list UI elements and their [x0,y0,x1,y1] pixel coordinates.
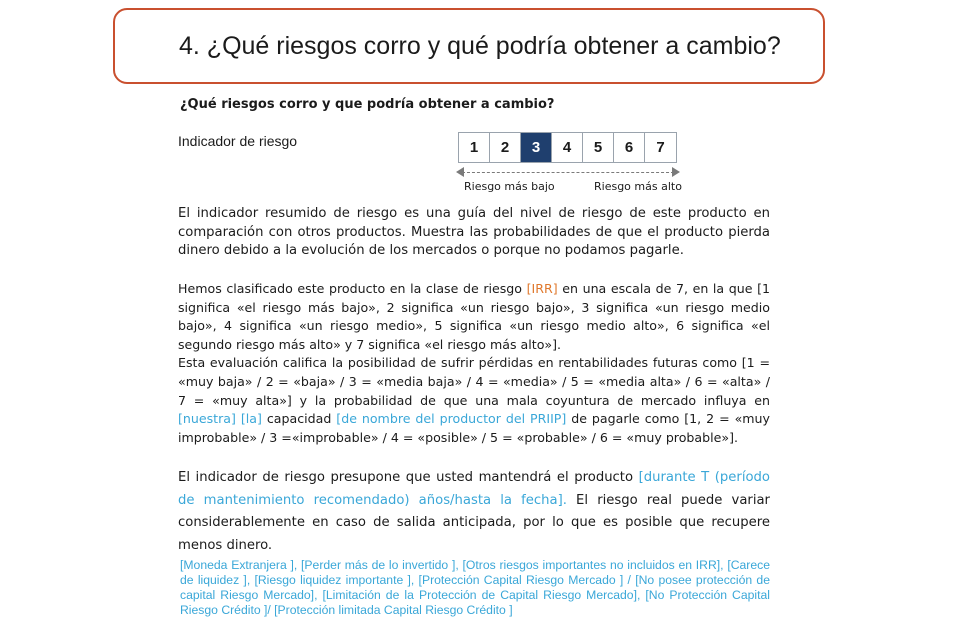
durante-placeholder: [durante T (período de mantenimiento recomendado) años/hasta la fecha]. [178,470,770,508]
paragraph-summary: El indicador resumido de riesgo es una guía del nivel de riesgo de este producto en comparación con otros productos. Muestra las probabilidades de que el producto pierda dinero debido a la evolución de los mercados o porque no podamos pagarle. [178,206,770,259]
risk-level-6: 6 [614,133,645,162]
risk-level-4: 4 [552,133,583,162]
evaluation-text-c: Esta evaluación califica la posibilidad de sufrir pérdidas en rentabilidades futuras como [1 = «muy baja» / 2 = «baja» / 3 = «media baja» / 4 = «media» / 5 = «media alta» / 6 = «alta» / 7 = «muy alta»] y la probabilidad de que una mala coyuntura de mercado influya en [178,355,770,408]
holding-text-b: El riesgo real puede variar considerablemente en caso de salida anticipada, por lo que es posible que recupere menos dinero. [178,492,770,553]
productor-placeholder: [de nombre del productor del PRIIP] [336,411,567,427]
risk-scale [458,132,677,163]
risk-notes-placeholders: [Moneda Extranjera ], [Perder más de lo invertido ], [Otros riesgos importantes no incluidos en IRR], [Carece de liquidez ], [Riesgo liquidez importante ], [Protección Capital Riesgo Mercado ] / [No posee protección de capital Riesgo Mercado], [Limitación de la Protección de Capital Riesgo Mercado], [No Protección Capital Riesgo Crédito ]/ [Protección limitada Capital Riesgo Crédito ] [180,558,770,617]
risk-level-3: 3 [521,133,552,162]
risk-low-label: Riesgo más bajo [464,180,555,193]
risk-scale-arrow-line [462,172,674,173]
evaluation-text-e: de pagarle como [1, 2 = «muy improbable» / 3 =«improbable» / 4 = «posible» / 5 = «probable» / 6 = «muy probable»]. [178,411,770,445]
risk-level-2: 2 [490,133,521,162]
section-title: 4. ¿Qué riesgos corro y qué podría obtener a cambio? [179,31,781,60]
risk-level-1: 1 [459,133,490,162]
risk-indicator-label: Indicador de riesgo [178,133,298,149]
paragraph-classification [178,280,770,447]
subheading: ¿Qué riesgos corro y que podría obtener a cambio? [180,97,555,112]
risk-high-label: Riesgo más alto [594,180,682,193]
risk-level-5: 5 [583,133,614,162]
paragraph-holding-period [178,467,770,557]
section-title-box [113,8,825,84]
irr-placeholder: [IRR] [526,281,558,296]
risk-level-7: 7 [645,133,676,162]
holding-text-a: El indicador de riesgo presupone que usted mantendrá el producto [178,470,639,485]
evaluation-text-d: capacidad [261,411,337,427]
arrow-right-icon [672,167,680,177]
classification-text-b: en una escala de 7, en la que [1 significa «el riesgo más bajo», 2 significa «un riesgo bajo», 3 significa «un riesgo medio bajo», 4 significa «un riesgo medio», 5 significa «un riesgo medio alto», 6 significa «el segundo riesgo más alto» y 7 significa «el riesgo más alto»]. [178,281,770,352]
nuestra-placeholder: [nuestra] [la] [178,411,262,427]
classification-text-a: Hemos clasificado este producto en la clase de riesgo [178,281,527,296]
